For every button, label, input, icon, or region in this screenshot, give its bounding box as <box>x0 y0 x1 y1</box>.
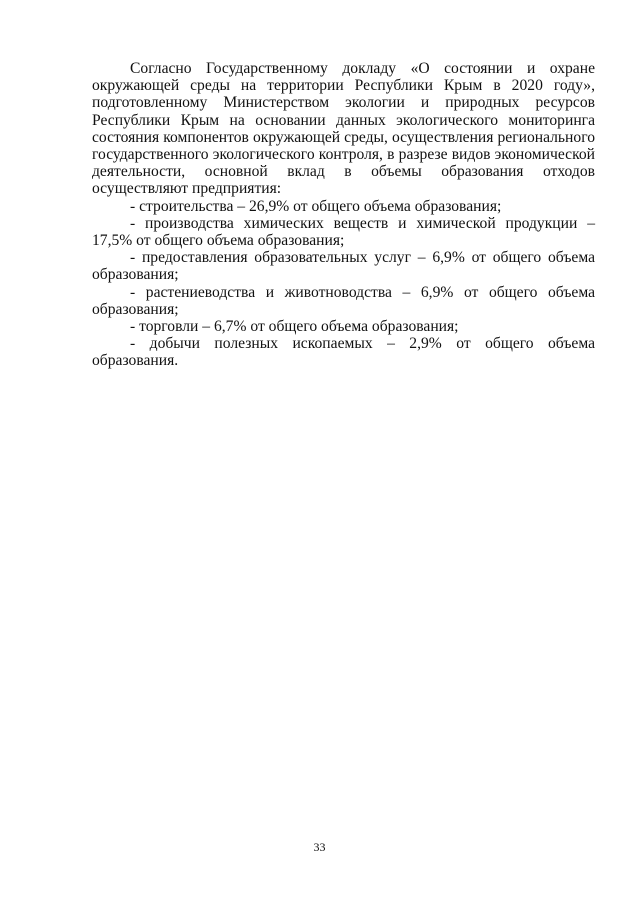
intro-paragraph: Согласно Государственному докладу «О состоянии и охране окружающей среды на территории Республики Крым в 2020 году», подготовленному Министерством экологии и природных ресурсов Республики Крым на основании данных экологического мониторинга состояния компонентов окружающей среды, осуществления регионального государственного экологического контроля, в разрезе видов экономической деятельности, основной вклад в объемы образования отходов осуществляют предприятия: <box>92 60 595 198</box>
list-item-trade: - торговли – 6,7% от общего объема образования; <box>130 318 459 336</box>
list-item-agriculture: - растениеводства и животноводства – 6,9% от общего объема образования; <box>92 283 595 318</box>
waste-contribution-list <box>92 198 595 370</box>
list-item-education-services: - предоставления образовательных услуг – 6,9% от общего объема образования; <box>92 249 595 284</box>
list-item-mining: - добычи полезных ископаемых – 2,9% от общего объема образования. <box>92 335 595 370</box>
list-item-chemical-production: - производства химических веществ и химической продукции – 17,5% от общего объема образования; <box>92 214 595 250</box>
page-body <box>92 60 595 370</box>
page-number: 33 <box>313 840 326 854</box>
list-item-construction: - строительства – 26,9% от общего объема образования; <box>130 197 502 215</box>
